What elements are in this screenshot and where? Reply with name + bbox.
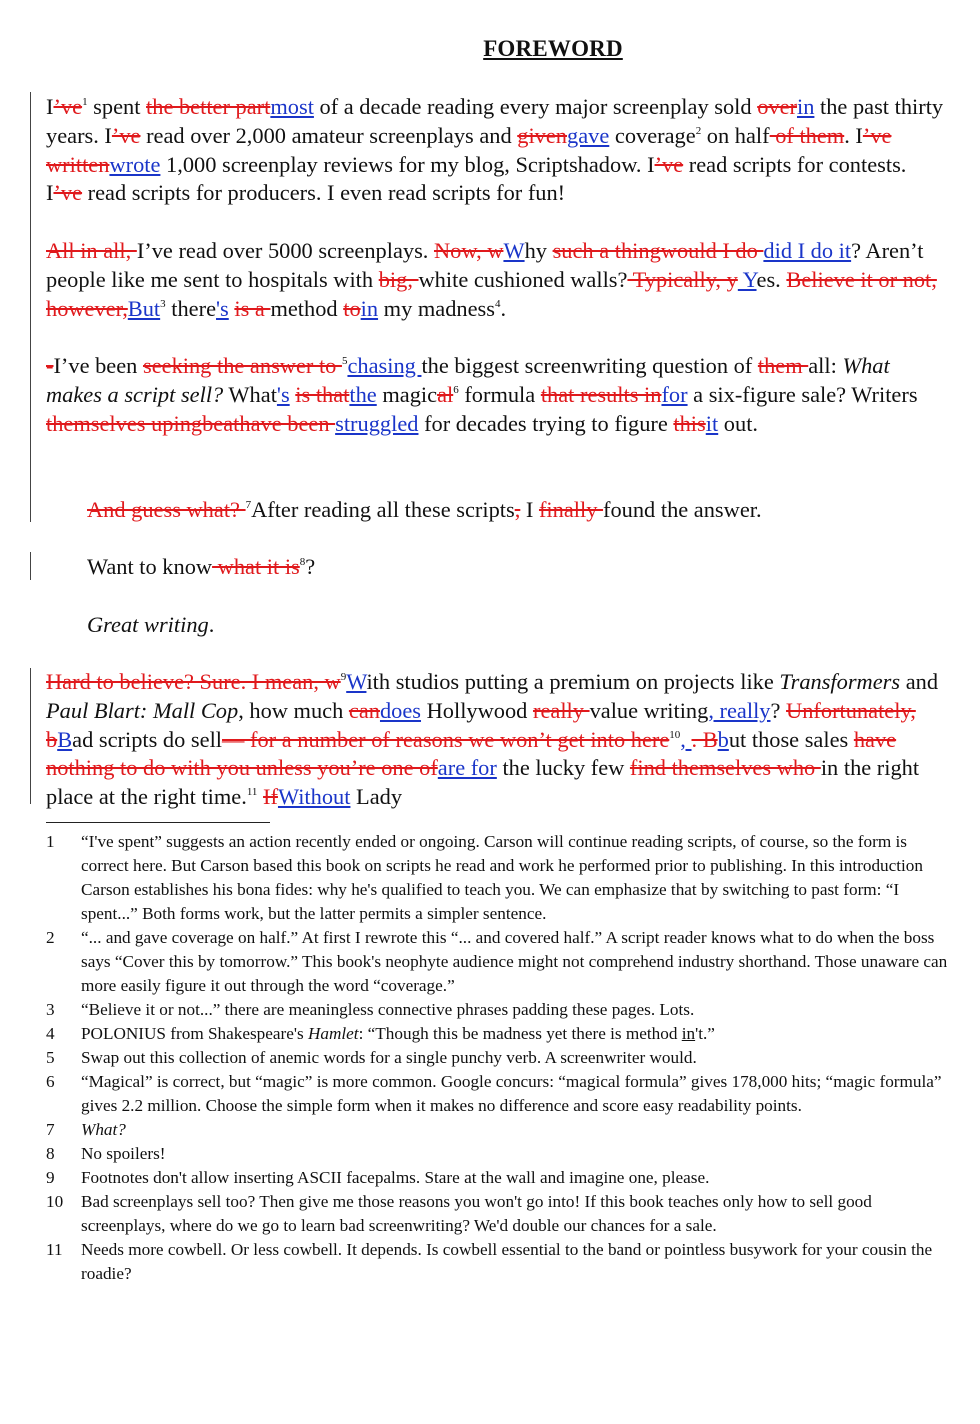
- footnote: [46, 926, 956, 998]
- footnote-text: [81, 1072, 942, 1115]
- footnote: [46, 1070, 956, 1118]
- deleted-text: seeking the answer to: [142, 353, 342, 378]
- deleted-text: of them: [769, 122, 845, 148]
- text-run: “Magical” is correct, but “magic” is more common. Google concurs: “magical formula” gives 178,000 hits; “magic formula” gives 2.2 million. Choose the simple form when it makes no difference and score easy readability points.: [81, 1072, 942, 1115]
- inserted-text: ,: [680, 726, 692, 752]
- text-run: I’ve read over 5000 screenplays.: [136, 238, 434, 263]
- italic-text: Transformers: [779, 669, 901, 694]
- footnote-ref[interactable]: 8: [299, 556, 306, 568]
- deleted-text: finally: [538, 497, 604, 522]
- text-run: “... and gave coverage on half.” At first I rewrote this “... and covered half.” A script reader knows what to do when the boss says “Cover this by tomorrow.” This book's neophyte audience might not comprehend industry shorthand. Those unaware can more easily figure it out through the word “coverage.”: [81, 928, 948, 995]
- change-bar: [30, 92, 31, 522]
- deleted-text: is that: [295, 381, 350, 407]
- text-run: ?: [770, 697, 787, 723]
- italic-text: Great writing: [87, 612, 209, 637]
- text-run: the lucky few: [496, 755, 630, 781]
- footnote-number: 11: [46, 1240, 63, 1259]
- inserted-text: chasing: [347, 353, 422, 378]
- text-run: ut those sales: [728, 726, 854, 752]
- inserted-text: But: [127, 295, 161, 321]
- text-run: value writing: [589, 697, 709, 723]
- inserted-text: did I do it: [763, 238, 852, 263]
- footnote-ref[interactable]: 2: [695, 124, 702, 137]
- footnote-number: 8: [46, 1144, 55, 1163]
- body-paragraph: [87, 553, 946, 582]
- footnote: [46, 1166, 956, 1190]
- deleted-text: given: [517, 122, 567, 148]
- text-run: read scripts for producers. I even read scripts for fun!: [82, 180, 566, 206]
- footnote-ref[interactable]: 1: [82, 96, 88, 108]
- text-run: found the answer.: [603, 497, 762, 522]
- text-run: for decades trying to figure: [418, 410, 674, 436]
- text-run: ? Aren’t people like me sent to hospitals with: [46, 238, 924, 292]
- inserted-text: it: [705, 410, 719, 436]
- inserted-text: Without: [277, 784, 351, 810]
- inserted-text: the: [349, 381, 377, 407]
- text-run: Lady: [350, 784, 403, 810]
- deleted-text: can: [348, 697, 380, 723]
- text-run: hy: [524, 238, 553, 263]
- text-run: Want to know: [87, 554, 213, 579]
- footnote-text: [81, 1024, 715, 1043]
- text-run: the biggest screenwriting question of: [421, 353, 758, 378]
- inserted-text: 's: [216, 295, 229, 321]
- footnote: [46, 998, 956, 1022]
- inserted-text: most: [270, 94, 314, 119]
- deleted-text: over: [757, 94, 797, 119]
- text-run: magic: [376, 381, 438, 407]
- text-run: 1,000 screenplay reviews for my blog, Scriptshadow. I: [160, 151, 655, 177]
- text-run: of a decade reading every major screenplay sold: [313, 94, 758, 119]
- text-run: spent: [87, 94, 147, 119]
- deleted-text: Unfortunately, b: [46, 697, 916, 752]
- text-run: a six-figure sale? Writers: [687, 381, 918, 407]
- underlined-text: in: [681, 1024, 696, 1043]
- text-run: After reading all these scripts: [251, 497, 515, 522]
- italic-text: What?: [81, 1120, 126, 1139]
- deleted-text: big,: [378, 266, 419, 292]
- body-paragraph: [46, 237, 946, 323]
- deleted-text: . B: [691, 726, 718, 752]
- footnote-text: [81, 1120, 126, 1139]
- inserted-text: gave: [567, 122, 610, 148]
- text-run: Needs more cowbell. Or less cowbell. It depends. Is cowbell essential to the band or pointless busywork for your cousin the roadie?: [81, 1240, 933, 1283]
- footnote-text: [81, 1048, 697, 1067]
- footnote-text: [81, 1168, 709, 1187]
- inserted-text: in: [796, 94, 815, 119]
- change-bar: [30, 668, 31, 804]
- deleted-text: themselves upingbeathave been: [46, 410, 336, 436]
- deleted-text: them: [757, 353, 809, 378]
- deleted-text: have nothing to do with you unless you’re one of: [46, 726, 897, 781]
- footnote: [46, 1046, 956, 1070]
- footnote-number: 6: [46, 1072, 55, 1091]
- footnote-text: [81, 1144, 166, 1163]
- text-run: white cushioned walls?: [418, 266, 628, 292]
- inserted-text: wrote: [109, 151, 161, 177]
- footnote-ref[interactable]: 6: [453, 383, 459, 396]
- text-run: ?: [305, 554, 316, 579]
- text-run: I: [46, 94, 54, 119]
- deleted-text: is a: [234, 295, 271, 321]
- text-run: What: [223, 381, 277, 407]
- footnote-ref[interactable]: 5: [341, 355, 348, 367]
- text-run: method: [270, 295, 344, 321]
- text-run: I: [520, 497, 539, 522]
- text-run: es.: [756, 266, 787, 292]
- text-run: in the right place at the right time.: [46, 755, 920, 810]
- deleted-text: Believe it or not, however,: [46, 266, 937, 321]
- inserted-text: are for: [437, 755, 497, 781]
- text-run: , how much: [238, 697, 349, 723]
- text-run: on half: [701, 122, 770, 148]
- deleted-text: really: [532, 697, 590, 723]
- italic-text: Hamlet: [307, 1024, 359, 1043]
- footnote: [46, 1190, 956, 1238]
- footnote: [46, 830, 956, 926]
- deleted-text: ,: [514, 497, 521, 522]
- inserted-text: W: [503, 238, 525, 263]
- text-run: I’ve been: [53, 353, 143, 378]
- footnote-number: 10: [46, 1192, 64, 1211]
- text-run: read scripts for contests. I: [46, 151, 907, 206]
- text-run: . I: [844, 122, 863, 148]
- text-run: there: [165, 295, 217, 321]
- text-run: Footnotes don't allow inserting ASCII facepalms. Stare at the wall and imagine one, please.: [81, 1168, 710, 1187]
- footnote-separator: [46, 822, 270, 823]
- deleted-text: the better part: [146, 94, 271, 119]
- text-run: the past thirty years. I: [46, 94, 944, 148]
- footnote: [46, 1118, 956, 1142]
- footnote-text: [81, 1240, 932, 1283]
- text-run: and: [900, 669, 939, 694]
- deleted-text: written: [46, 151, 110, 177]
- footnotes-list: [46, 830, 956, 1286]
- text-run: : “Though this be madness yet there is method: [358, 1024, 682, 1043]
- body-paragraph: [46, 93, 946, 208]
- text-run: .: [500, 295, 507, 321]
- footnote-number: 9: [46, 1168, 55, 1187]
- footnote-number: 4: [46, 1024, 55, 1043]
- text-run: .: [208, 612, 215, 637]
- footnote-number: 3: [46, 1000, 55, 1019]
- inserted-text: 's: [276, 381, 290, 407]
- footnote-ref[interactable]: 10: [669, 728, 681, 741]
- deleted-text: And guess what?: [87, 497, 246, 522]
- text-run: Bad screenplays sell too? Then give me those reasons you won't go into! If this book teaches only how to sell good screenplays, where do we go to learn bad screenwriting? We'd double our chances for a sale.: [81, 1192, 872, 1235]
- change-bar: [30, 552, 31, 580]
- page-title: FOREWORD: [483, 36, 623, 61]
- text-run: formula: [458, 381, 541, 407]
- footnote-text: [81, 928, 947, 995]
- footnote: [46, 1142, 956, 1166]
- footnote-number: 1: [46, 832, 55, 851]
- inserted-text: in: [360, 295, 379, 321]
- italic-text: What makes a script sell?: [46, 353, 890, 407]
- body-paragraph: [87, 496, 946, 525]
- footnote-number: 2: [46, 928, 55, 947]
- text-run: “Believe it or not...” there are meaningless connective phrases padding these pages. Lots.: [81, 1000, 695, 1019]
- body-paragraph: [46, 668, 946, 812]
- deleted-text: that results in: [540, 381, 662, 407]
- footnote: [46, 1238, 956, 1286]
- footnote-text: [81, 832, 923, 923]
- deleted-text: If: [263, 784, 278, 810]
- deleted-text: All in all,: [46, 238, 137, 263]
- deleted-text: ’ve: [53, 180, 83, 206]
- text-run: “I've spent” suggests an action recently ended or ongoing. Carson will continue reading scripts, of course, so the form is correct here. But Carson based this book on scripts he read and work he performed prior to publishing. In this introduction Carson establishes his bona fides: why he's qualified to teach you. We can emphasize that by switching to past form: “I spent...” Both forms work, but the latter permits a simpler sentence.: [81, 832, 923, 923]
- footnote-text: [81, 1000, 694, 1019]
- inserted-text: struggled: [335, 410, 419, 436]
- italic-text: Paul Blart: Mall Cop: [46, 697, 239, 723]
- deleted-text: al: [437, 381, 454, 407]
- deleted-text: to: [343, 295, 361, 321]
- text-run: Swap out this collection of anemic words for a single punchy verb. A screenwriter would.: [81, 1048, 697, 1067]
- deleted-text: what it is: [212, 554, 300, 579]
- inserted-text: B: [57, 726, 73, 752]
- deleted-text: Now, w: [433, 238, 504, 263]
- text-run: read over 2,000 amateur screenplays and: [140, 122, 518, 148]
- footnote: [46, 1022, 956, 1046]
- body-paragraph: [46, 352, 946, 438]
- deleted-text: — for a number of reasons we won’t get into here: [222, 726, 670, 752]
- footnote-ref[interactable]: 3: [160, 297, 166, 310]
- text-run: 't.”: [695, 1024, 715, 1043]
- deleted-text: ’ve: [111, 122, 141, 148]
- deleted-text: find themselves who: [629, 755, 821, 781]
- inserted-text: b: [717, 726, 729, 752]
- text-run: all:: [808, 353, 843, 378]
- body-paragraph: [87, 611, 946, 640]
- deleted-text: such a thingwould I do: [552, 238, 764, 263]
- footnote-ref[interactable]: 4: [494, 297, 501, 310]
- inserted-text: for: [661, 381, 688, 407]
- inserted-text: , really: [708, 697, 771, 723]
- text-run: No spoilers!: [81, 1144, 166, 1163]
- footnote-number: 7: [46, 1120, 55, 1139]
- text-run: Hollywood: [421, 697, 533, 723]
- footnote-ref[interactable]: 9: [340, 671, 347, 683]
- text-run: my madness: [378, 295, 495, 321]
- deleted-text: Hard to believe? Sure. I mean, w: [46, 669, 341, 694]
- inserted-text: Y: [737, 266, 757, 292]
- footnote-ref[interactable]: 11: [246, 786, 258, 799]
- inserted-text: W: [346, 669, 367, 694]
- deleted-text: -: [46, 353, 54, 378]
- text-run: POLONIUS from Shakespeare's: [81, 1024, 308, 1043]
- deleted-text: ’ve: [53, 94, 83, 119]
- text-run: ad scripts do sell: [72, 726, 223, 752]
- deleted-text: ’ve: [862, 122, 892, 148]
- deleted-text: ’ve: [654, 151, 684, 177]
- deleted-text: Typically, y: [627, 266, 738, 292]
- text-run: ith studios putting a premium on projects like: [366, 669, 780, 694]
- inserted-text: does: [379, 697, 422, 723]
- deleted-text: this: [673, 410, 706, 436]
- footnote-number: 5: [46, 1048, 55, 1067]
- text-run: coverage: [609, 122, 696, 148]
- text-run: out.: [718, 410, 759, 436]
- footnote-ref[interactable]: 7: [245, 499, 252, 511]
- footnote-text: [81, 1192, 872, 1235]
